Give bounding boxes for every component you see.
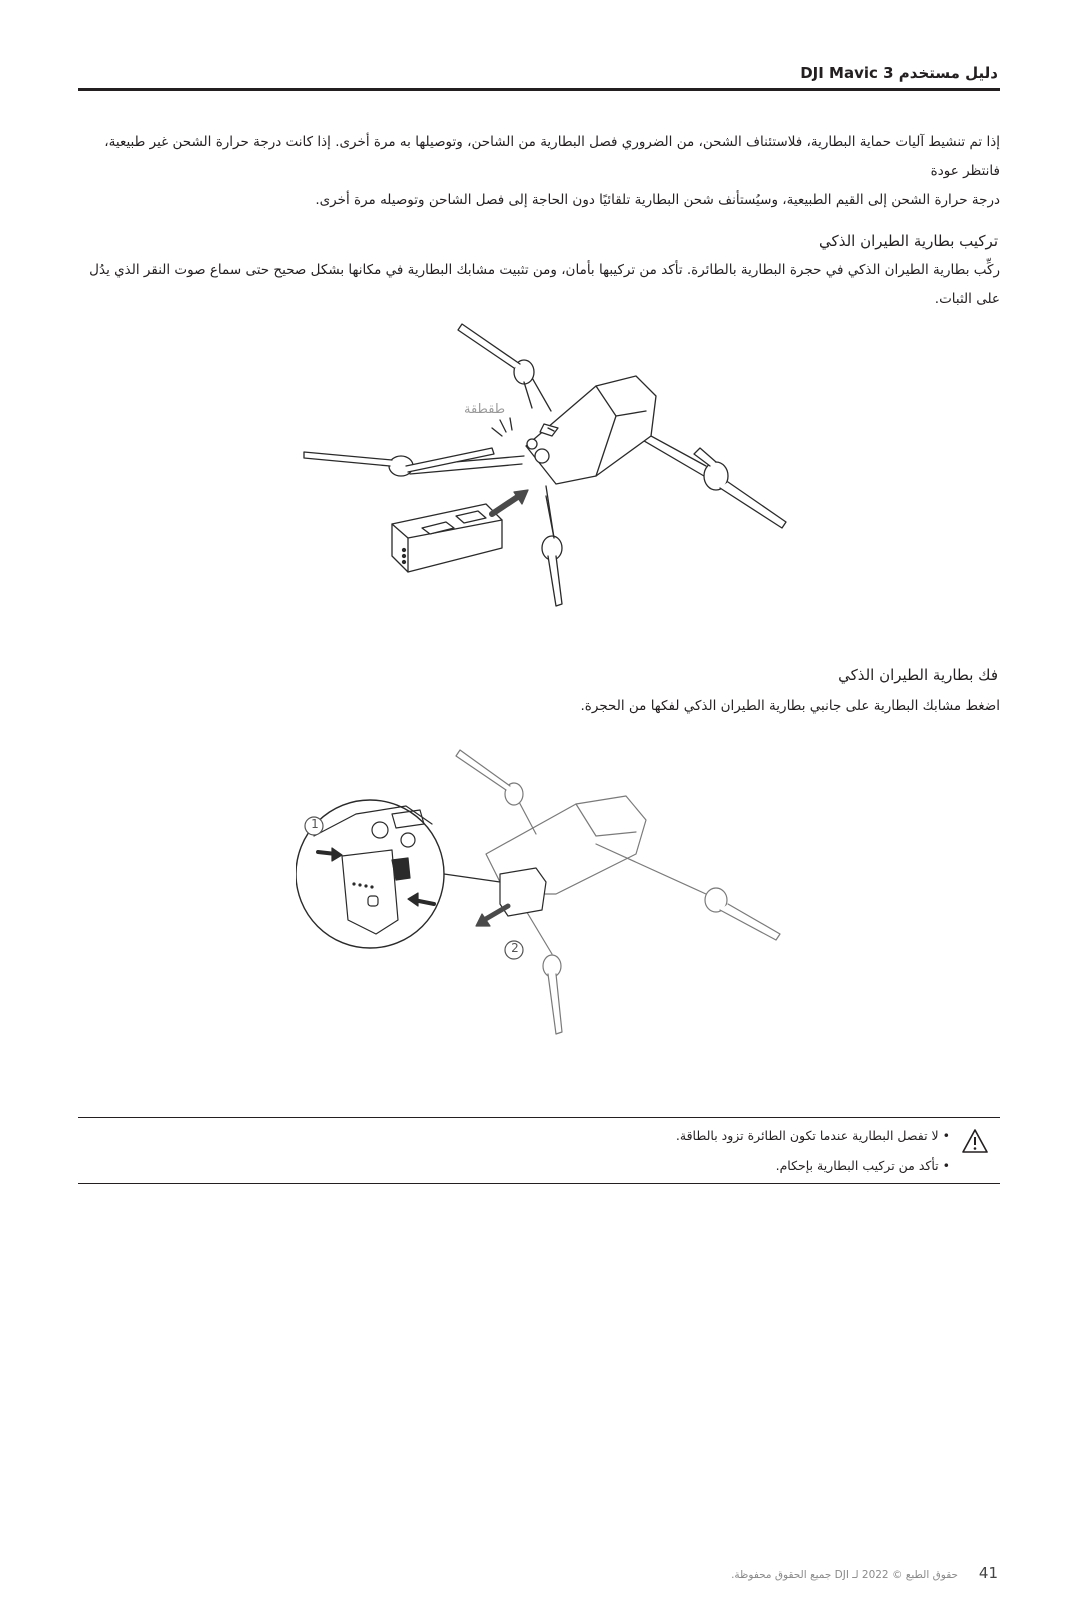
warning-item: • لا تفصل البطارية عندما تكون الطائرة تزود بالطاقة. bbox=[675, 1128, 950, 1143]
header-divider bbox=[78, 88, 1000, 91]
page-header-title: دليل مستخدم DJI Mavic 3 bbox=[800, 64, 998, 82]
remove-battery-heading: فك بطارية الطيران الذكي bbox=[838, 666, 998, 684]
intro-line-2: درجة حرارة الشحن إلى القيم الطبيعية، وسيُستأنف شحن البطارية تلقائيًا دون الحاجة إلى فصل الشاحن وتوصيله مرة أخرى. bbox=[315, 192, 1000, 208]
insert-battery-heading: تركيب بطارية الطيران الذكي bbox=[819, 232, 998, 250]
warning-bottom-rule bbox=[78, 1183, 1000, 1184]
warning-item: • تأكد من تركيب البطارية بإحكام. bbox=[775, 1158, 950, 1173]
page-number: 41 bbox=[978, 1564, 998, 1582]
warning-top-rule bbox=[78, 1117, 1000, 1118]
warning-triangle-icon bbox=[961, 1128, 989, 1154]
footer-copyright: حقوق الطبع © 2022 لـ DJI جميع الحقوق محفوظة. bbox=[731, 1569, 958, 1581]
insert-battery-text: ركِّب بطارية الطيران الذكي في حجرة البطارية بالطائرة. تأكد من تركيبها بأمان، ومن تثبيت مشابك البطارية في مكانها بشكل صحيح حتى سماع صوت النقر الذي يدُل على الثبات. bbox=[89, 262, 1000, 307]
intro-line-1: إذا تم تنشيط آليات حماية البطارية، فلاستئناف الشحن، من الضروري فصل البطارية من الشاحن، وتوصيلها به مرة أخرى. إذا كانت درجة حرارة الشحن غير طبيعية، فانتظر عودة bbox=[104, 134, 1000, 179]
remove-battery-text: اضغط مشابك البطارية على جانبي بطارية الطيران الذكي لفكها من الحجرة. bbox=[580, 698, 1000, 714]
insert-battery-illustration bbox=[296, 316, 836, 616]
step-2-marker: 2 bbox=[511, 941, 519, 955]
click-sound-label: طقطقة bbox=[464, 402, 506, 417]
remove-battery-illustration bbox=[296, 744, 796, 1044]
intro-paragraph bbox=[78, 128, 1000, 215]
step-1-marker: 1 bbox=[311, 817, 319, 831]
